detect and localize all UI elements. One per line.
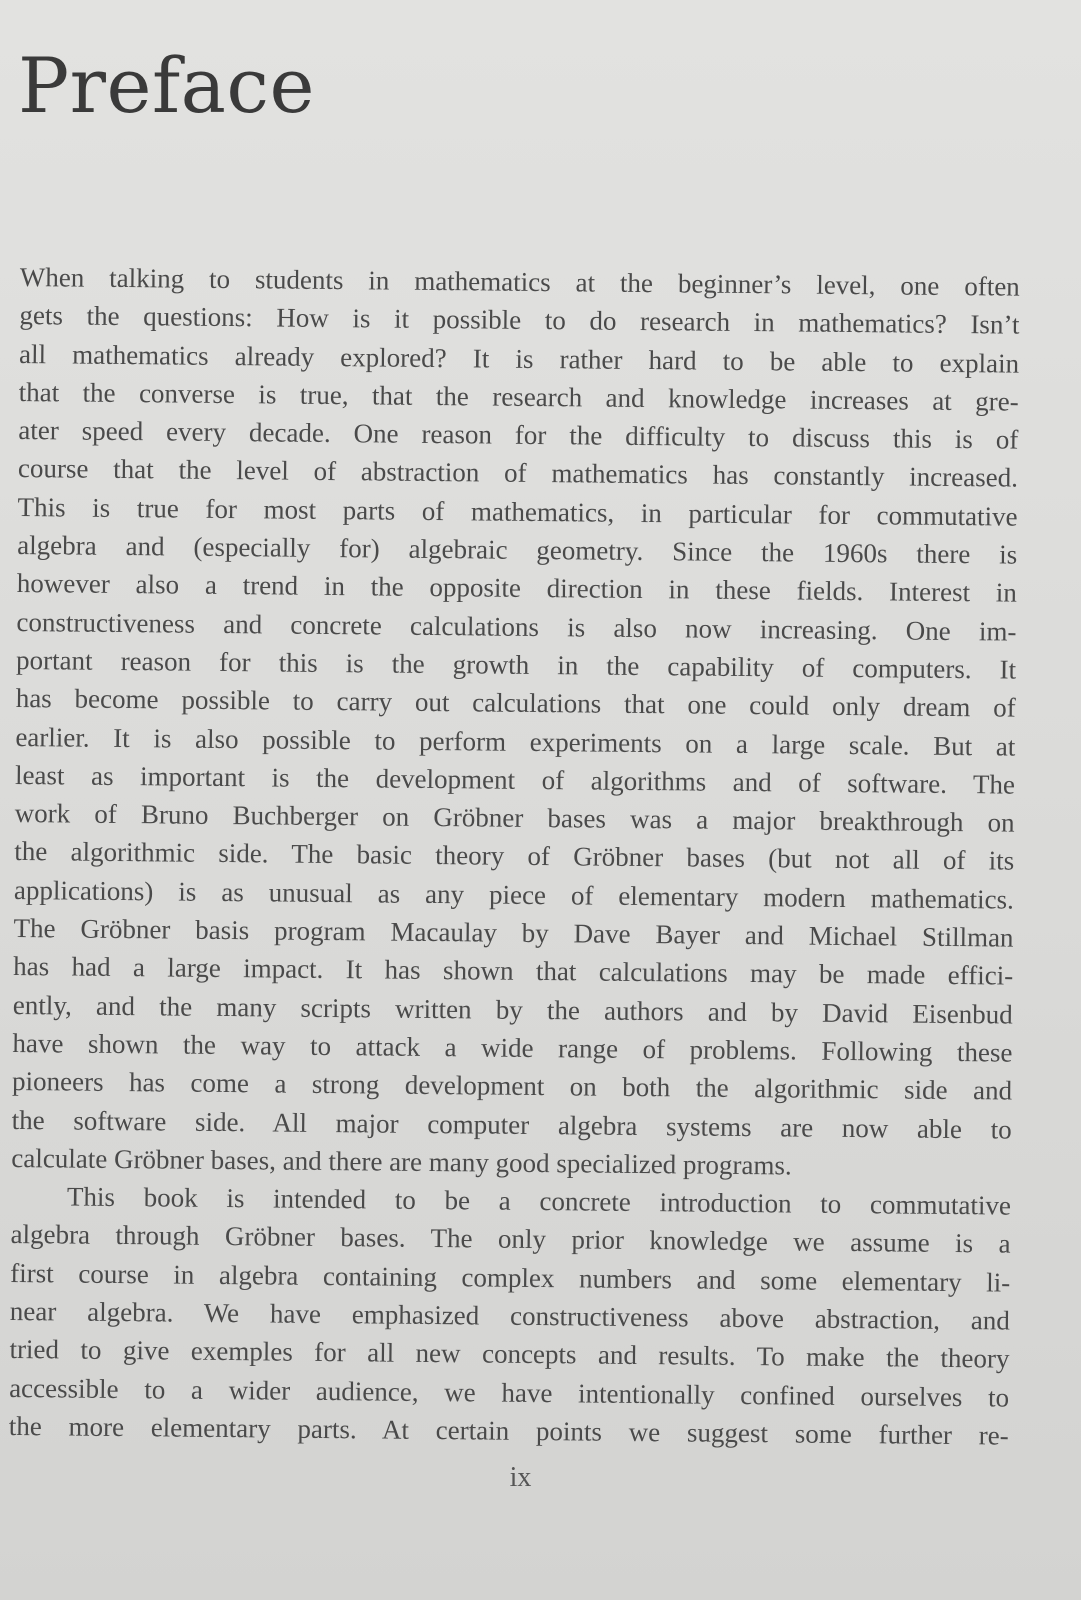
text-line: pioneers has come a strong development on both the algorithmic side and (11, 1066, 1013, 1106)
text-line: however also a trend in the opposite direction in these fields. Interest in (16, 568, 1017, 608)
text-line: has had a large impact. It has shown that calculations may be made effici- (13, 951, 1014, 991)
text-line: The Gröbner basis program Macaulay by Dave Bayer and Michael Stillman (13, 913, 1014, 953)
text-line: earlier. It is also possible to perform experiments on a large scale. But at (15, 721, 1016, 762)
text-line: gets the questions: How is it possible to do research in mathematics? Isn’t (19, 300, 1020, 340)
text-line: has become possible to carry out calculations that one could only dream of (15, 683, 1016, 723)
text-line: the more elementary parts. At certain points we suggest some further re- (8, 1410, 1009, 1451)
page-title: Preface (18, 41, 315, 130)
text-line: the software side. All major computer algebra systems are now able to (11, 1104, 1012, 1145)
text-line: algebra and (especially for) algebraic geometry. Since the 1960s there is (17, 530, 1018, 570)
text-line: course that the level of abstraction of mathematics has constantly increased. (17, 453, 1019, 494)
text-line: least as important is the development of algorithms and of software. The (14, 759, 1016, 800)
text-line: ater speed every decade. One reason for the difficulty to discuss this is of (18, 415, 1019, 455)
text-line: When talking to students in mathematics at the beginner’s level, one often (19, 261, 1020, 302)
paragraph-2 (9, 1177, 1012, 1455)
text-line: have shown the way to attack a wide range of problems. Following these (12, 1027, 1013, 1068)
text-line: This book is intended to be a concrete introduction to commutative (66, 1181, 1012, 1221)
page-number: ix (509, 1462, 532, 1493)
text-line: ently, and the many scripts written by the authors and by David Eisenbud (12, 989, 1013, 1030)
text-line: tried to give exemples for all new concepts and results. To make the theory (9, 1334, 1010, 1374)
paragraph-1 (11, 258, 1020, 1187)
text-line: calculate Gröbner bases, and there are many good specialized programs. (11, 1142, 792, 1181)
text-line: the algorithmic side. The basic theory of Gröbner bases (but not all of its (14, 836, 1015, 877)
text-line: accessible to a wider audience, we have intentionally confined ourselves to (9, 1372, 1010, 1413)
text-line: applications) is as unusual as any piece of elementary modern mathematics. (13, 874, 1015, 915)
text-line: all mathematics already explored? It is rather hard to be able to explain (18, 338, 1020, 379)
text-line: first course in algebra containing complex numbers and some elementary li- (10, 1257, 1011, 1298)
text-line: work of Bruno Buchberger on Gröbner bases was a major breakthrough on (14, 798, 1015, 838)
text-line: portant reason for this is the growth in the capability of computers. It (15, 644, 1017, 685)
text-line: algebra through Gröbner bases. The only prior knowledge we assume is a (10, 1219, 1011, 1259)
text-line: constructiveness and concrete calculations is also now increasing. One im- (16, 606, 1017, 647)
text-line: This is true for most parts of mathematics, in particular for commutative (17, 491, 1018, 532)
preface-body (9, 258, 1020, 1455)
text-line: near algebra. We have emphasized constructiveness above abstraction, and (9, 1295, 1010, 1336)
text-line: that the converse is true, that the research and knowledge increases at gre- (18, 376, 1019, 417)
